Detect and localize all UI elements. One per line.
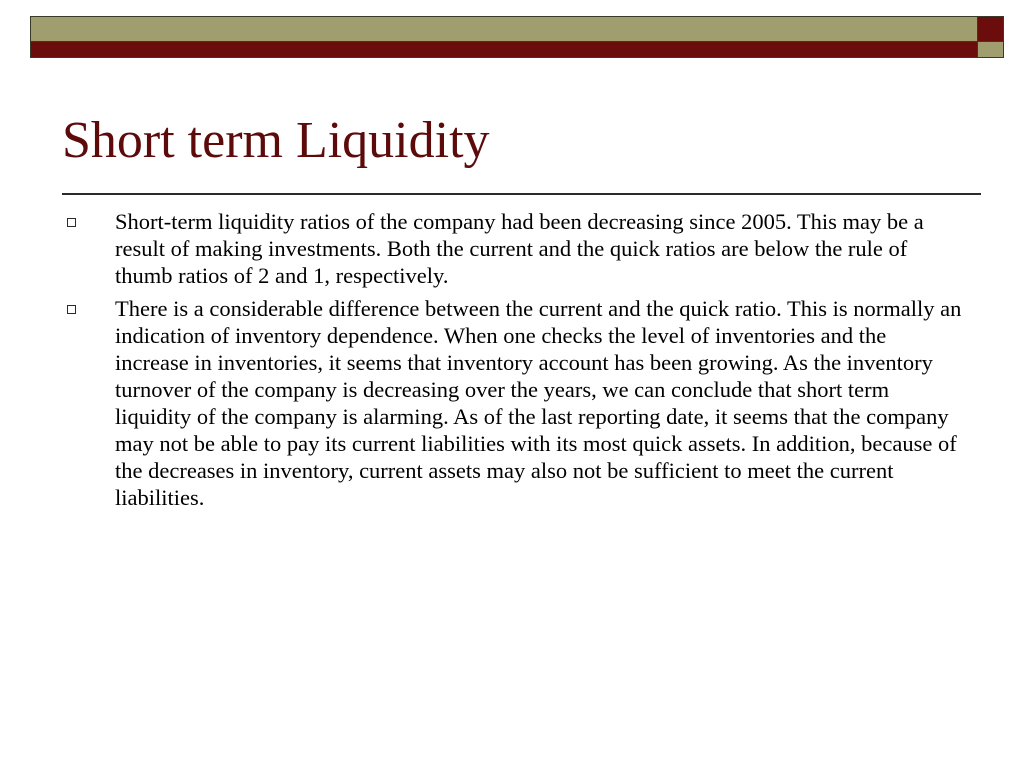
bullet-text: There is a considerable difference between the current and the quick ratio. This is normally an indication of inventory dependence. When one checks the level of inventories and the increase in inventories, it seems that inventory account has been growing. As the inventory turnover of the company is decreasing over the years, we can conclude that short term liquidity of the company is alarming. As of the last reporting date, it seems that the company may not be able to pay its current liabilities with its most quick assets. In addition, because of the decreases in inventory, current assets may also not be sufficient to meet the current liabilities. xyxy=(115,296,962,510)
hollow-square-bullet-icon xyxy=(67,218,76,227)
bullet-list xyxy=(62,208,972,511)
header-banner-maroon xyxy=(30,42,978,58)
header-banner-olive xyxy=(30,16,978,42)
title-divider xyxy=(62,193,981,195)
bullet-item-2 xyxy=(62,295,972,511)
header-corner-olive xyxy=(978,42,1004,58)
header-corner-maroon xyxy=(978,16,1004,42)
bullet-item-1 xyxy=(62,208,972,289)
slide-content xyxy=(62,208,972,517)
slide-title: Short term Liquidity xyxy=(62,112,490,169)
hollow-square-bullet-icon xyxy=(67,305,76,314)
bullet-text: Short-term liquidity ratios of the company had been decreasing since 2005. This may be a result of making investments. Both the current and the quick ratios are below the rule of thumb ratios of 2 and 1, respectively. xyxy=(115,209,924,288)
